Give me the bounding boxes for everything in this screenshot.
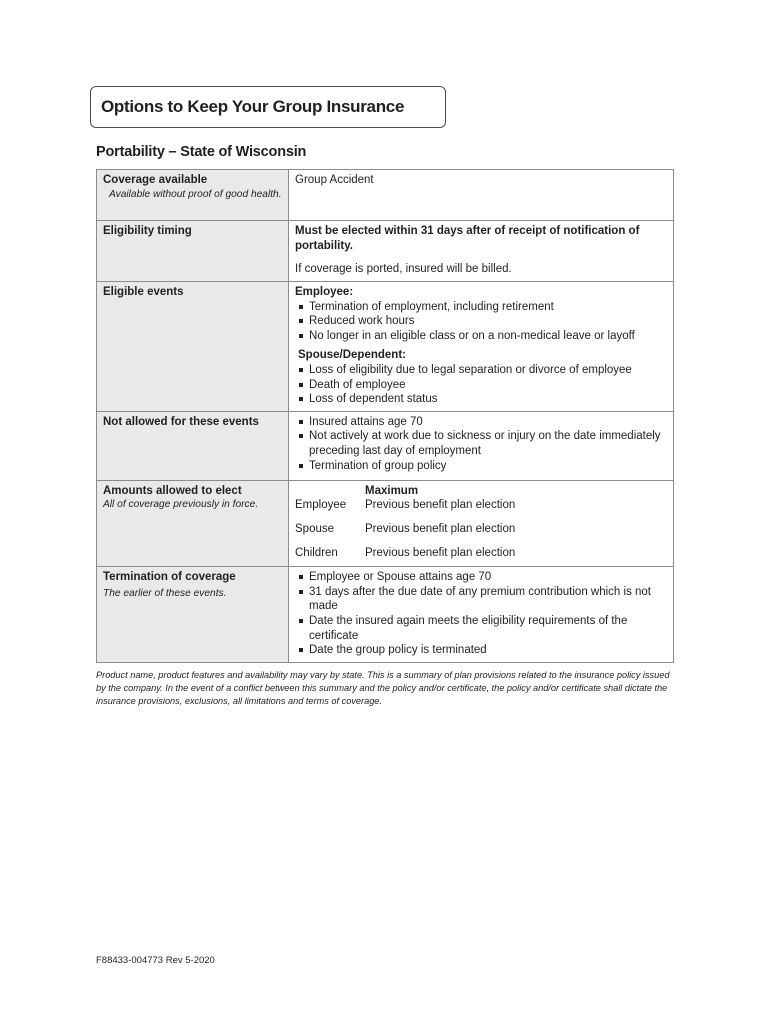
timing-label: Eligibility timing: [103, 225, 192, 237]
events-label-cell: [97, 282, 289, 412]
amounts-label: Amounts allowed to elect: [103, 484, 242, 497]
amount-max: Previous benefit plan election: [365, 522, 516, 535]
form-number: F88433-004773 Rev 5-2020: [96, 955, 215, 966]
events-value-cell: [289, 282, 674, 412]
list-item: No longer in an eligible class or on a non-medical leave or layoff: [295, 329, 667, 344]
timing-label-cell: [97, 221, 289, 282]
amount-who: Spouse: [295, 522, 335, 535]
amount-max: Previous benefit plan election: [365, 499, 516, 512]
table-row-not-allowed: [97, 411, 674, 480]
amount-entry-employee: [295, 498, 667, 513]
list-item: Date the group policy is terminated: [295, 643, 667, 658]
timing-note: If coverage is ported, insured will be billed.: [295, 263, 512, 276]
spouse-events-list: [295, 363, 667, 407]
termination-list: [295, 570, 667, 658]
list-item: Loss of dependent status: [295, 392, 667, 407]
amounts-sublabel: All of coverage previously in force.: [103, 499, 259, 511]
list-item: Loss of eligibility due to legal separation or divorce of employee: [295, 363, 667, 378]
maximum-heading: Maximum: [365, 484, 419, 497]
coverage-value: Group Accident: [295, 174, 374, 186]
portability-table: [96, 169, 674, 663]
coverage-label-cell: [97, 170, 289, 221]
termination-value-cell: [289, 567, 674, 663]
table-row-coverage: [97, 170, 674, 221]
list-item: Employee or Spouse attains age 70: [295, 570, 667, 585]
document-title-box: [90, 86, 446, 128]
events-label: Eligible events: [103, 286, 184, 298]
amount-entry-children: [295, 546, 667, 561]
not-allowed-value-cell: [289, 411, 674, 480]
document-subtitle: Portability – State of Wisconsin: [96, 144, 307, 160]
not-allowed-label: Not allowed for these events: [103, 415, 259, 428]
timing-value-cell: [289, 221, 674, 282]
amount-entry-spouse: [295, 522, 667, 537]
employee-events-list: [295, 300, 667, 344]
table-row-events: [97, 282, 674, 412]
spouse-heading: Spouse/Dependent:: [298, 349, 406, 362]
list-item: Insured attains age 70: [295, 415, 667, 430]
coverage-sublabel: Available without proof of good health.: [109, 188, 282, 200]
table-row-timing: [97, 221, 674, 282]
list-item: Not actively at work due to sickness or injury on the date immediately preceding last day of employment: [295, 429, 667, 458]
disclaimer-text: Product name, product features and availability may vary by state. This is a summary of plan provisions related to the insurance policy issued by the company. In the event of a conflict between this summary and the policy and/or certificate, the policy and/or certificate shall dictate the insurance provisions, exclusions, all limitations and terms of coverage.: [96, 670, 670, 707]
timing-value: Must be elected within 31 days after of receipt of notification of portability.: [295, 225, 640, 252]
amount-max: Previous benefit plan election: [365, 546, 516, 559]
amounts-label-cell: [97, 480, 289, 566]
list-item: Date the insured again meets the eligibility requirements of the certificate: [295, 614, 667, 643]
coverage-label: Coverage available: [103, 174, 208, 186]
document-title: Options to Keep Your Group Insurance: [101, 97, 405, 116]
table-row-termination: [97, 567, 674, 663]
termination-label: Termination of coverage: [103, 571, 236, 584]
employee-heading: Employee:: [295, 286, 354, 298]
list-item: Termination of employment, including retirement: [295, 300, 667, 315]
list-item: Termination of group policy: [295, 459, 667, 474]
amounts-value-cell: [289, 480, 674, 566]
list-item: Reduced work hours: [295, 314, 667, 329]
termination-label-cell: [97, 567, 289, 663]
table-row-amounts: [97, 480, 674, 566]
not-allowed-list: [295, 415, 667, 473]
amount-who: Employee: [295, 499, 347, 512]
coverage-value-cell: [289, 170, 674, 221]
termination-sublabel: The earlier of these events.: [103, 587, 227, 599]
amount-who: Children: [295, 546, 338, 559]
list-item: 31 days after the due date of any premium contribution which is not made: [295, 585, 667, 614]
not-allowed-label-cell: [97, 411, 289, 480]
list-item: Death of employee: [295, 378, 667, 393]
